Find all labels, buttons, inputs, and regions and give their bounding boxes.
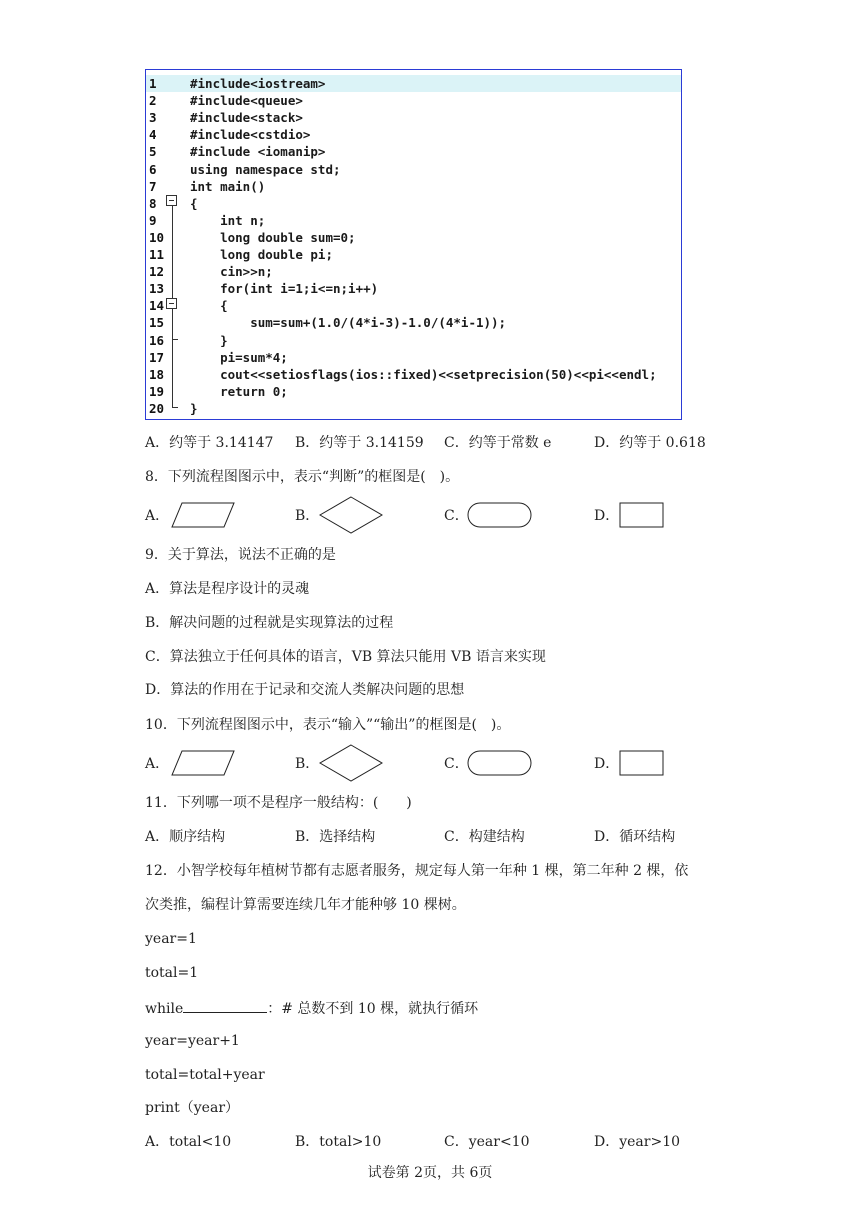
q7-option-d: D．约等于 0.618 [594,435,706,451]
q10-option-c: C． [444,756,469,772]
code-screenshot [145,69,682,420]
code-text: #include<queue> [190,93,303,109]
line-number: 2 [149,93,157,109]
code-text: } [190,400,198,416]
q10-option-d: D． [594,756,620,772]
code-text: #include<iostream> [190,76,326,91]
line-number: 6 [149,161,157,177]
q11-option-d: D．循环结构 [594,829,676,845]
q11-option-c: C．构建结构 [444,829,525,845]
code-line [146,332,681,349]
code-text: int n; [190,212,266,228]
code-text: long double sum=0; [190,229,356,245]
q11-option-b: B．选择结构 [295,829,376,845]
q8-option-a: A． [145,508,170,524]
parallelogram-icon [170,750,236,776]
code-text: #include<stack> [190,110,303,126]
line-number: 18 [149,366,165,382]
line-number: 20 [149,400,165,416]
q12-code-line1: year=1 [145,931,197,947]
line-number: 9 [149,212,157,228]
q12-option-b: B．total>10 [295,1134,382,1150]
code-line [146,212,681,229]
code-text: int main() [190,178,266,194]
while-keyword: while [145,1001,184,1017]
diamond-icon [318,744,384,782]
line-number: 8 [149,195,157,211]
q8-stem: 8．下列流程图图示中，表示“判断”的框图是( )。 [145,469,460,485]
line-number: 12 [149,264,165,280]
line-number: 14 [149,298,165,314]
line-number: 13 [149,281,165,297]
q12-stem-line2: 次类推，编程计算需要连续几年才能种够 10 棵树。 [145,897,466,913]
q12-code-line5: total=total+year [145,1067,265,1083]
code-line [146,383,681,400]
code-line [146,161,681,178]
code-line [146,349,681,366]
code-line [146,229,681,246]
code-line [146,280,681,297]
code-text: pi=sum*4; [190,349,288,365]
line-number: 5 [149,144,157,160]
line-number: 15 [149,315,165,331]
q12-code-line4: year=year+1 [145,1033,240,1049]
code-line [146,143,681,160]
line-number: 4 [149,127,157,143]
code-text: { [190,298,228,314]
line-number: 3 [149,110,157,126]
while-comment: ：# 总数不到 10 棵，就执行循环 [267,1001,479,1017]
rectangle-icon [619,750,665,776]
q8-option-d: D． [594,508,620,524]
code-text: long double pi; [190,247,333,262]
rounded-rectangle-icon [467,502,533,528]
q9-option-d: D．算法的作用在于记录和交流人类解决问题的思想 [145,682,465,698]
code-line [146,246,681,263]
line-number: 7 [149,178,157,194]
line-number: 11 [149,247,165,262]
code-text: for(int i=1;i<=n;i++) [190,281,379,297]
diamond-icon [318,496,384,534]
line-number: 10 [149,229,165,245]
code-text: cin>>n; [190,264,273,280]
q12-option-a: A．total<10 [145,1134,232,1150]
code-line [146,263,681,280]
code-line [146,178,681,195]
code-text: return 0; [190,383,288,399]
code-text: #include <iomanip> [190,144,326,160]
code-line [146,109,681,126]
q10-stem: 10．下列流程图图示中，表示“输入”“输出”的框图是( )。 [145,717,511,733]
rectangle-icon [619,502,665,528]
q12-option-c: C．year<10 [444,1134,530,1150]
code-text: using namespace std; [190,161,341,177]
code-line [146,126,681,143]
q12-option-d: D．year>10 [594,1134,681,1150]
code-line [146,400,681,417]
q9-stem: 9．关于算法，说法不正确的是 [145,547,336,563]
code-line [146,366,681,383]
q9-option-a: A．算法是程序设计的灵魂 [145,581,310,597]
collapse-icon [166,298,177,309]
code-line [146,297,681,314]
collapse-icon [166,195,177,206]
code-line [146,314,681,331]
line-number: 16 [149,332,165,348]
rounded-rectangle-icon [467,750,533,776]
q7-option-c: C．约等于常数 e [444,435,552,451]
line-number: 17 [149,349,165,365]
q11-option-a: A．顺序结构 [145,829,226,845]
q7-option-a: A．约等于 3.14147 [145,435,274,451]
fill-in-blank [183,998,267,1013]
line-number: 19 [149,383,165,399]
q7-option-b: B．约等于 3.14159 [295,435,424,451]
code-line [146,195,681,212]
code-line [146,92,681,109]
code-text: #include<cstdio> [190,127,311,143]
parallelogram-icon [170,502,236,528]
q10-option-a: A． [145,756,170,772]
q12-stem-line1: 12．小智学校每年植树节都有志愿者服务，规定每人第一年种 1 棵，第二年种 2 棵，依 [145,863,689,879]
code-text: sum=sum+(1.0/(4*i-3)-1.0/(4*i-1)); [190,315,507,331]
q8-option-c: C． [444,508,469,524]
q12-code-line3 [145,998,478,1018]
q9-option-c: C．算法独立于任何具体的语言，VB 算法只能用 VB 语言来实现 [145,649,546,665]
code-text: { [190,195,198,211]
q12-code-line6: print（year） [145,1100,240,1116]
code-text: } [190,332,228,348]
q8-option-b: B． [295,508,320,524]
q9-option-b: B．解决问题的过程就是实现算法的过程 [145,615,394,631]
page-footer: 试卷第 2页，共 6页 [367,1165,493,1181]
code-line [146,75,681,92]
code-text: cout<<setiosflags(ios::fixed)<<setprecision(50)<<pi<<endl; [190,366,657,382]
q12-code-line2: total=1 [145,965,199,981]
line-number: 1 [149,76,157,91]
q10-option-b: B． [295,756,320,772]
q11-stem: 11．下列哪一项不是程序一般结构：( ) [145,795,412,811]
